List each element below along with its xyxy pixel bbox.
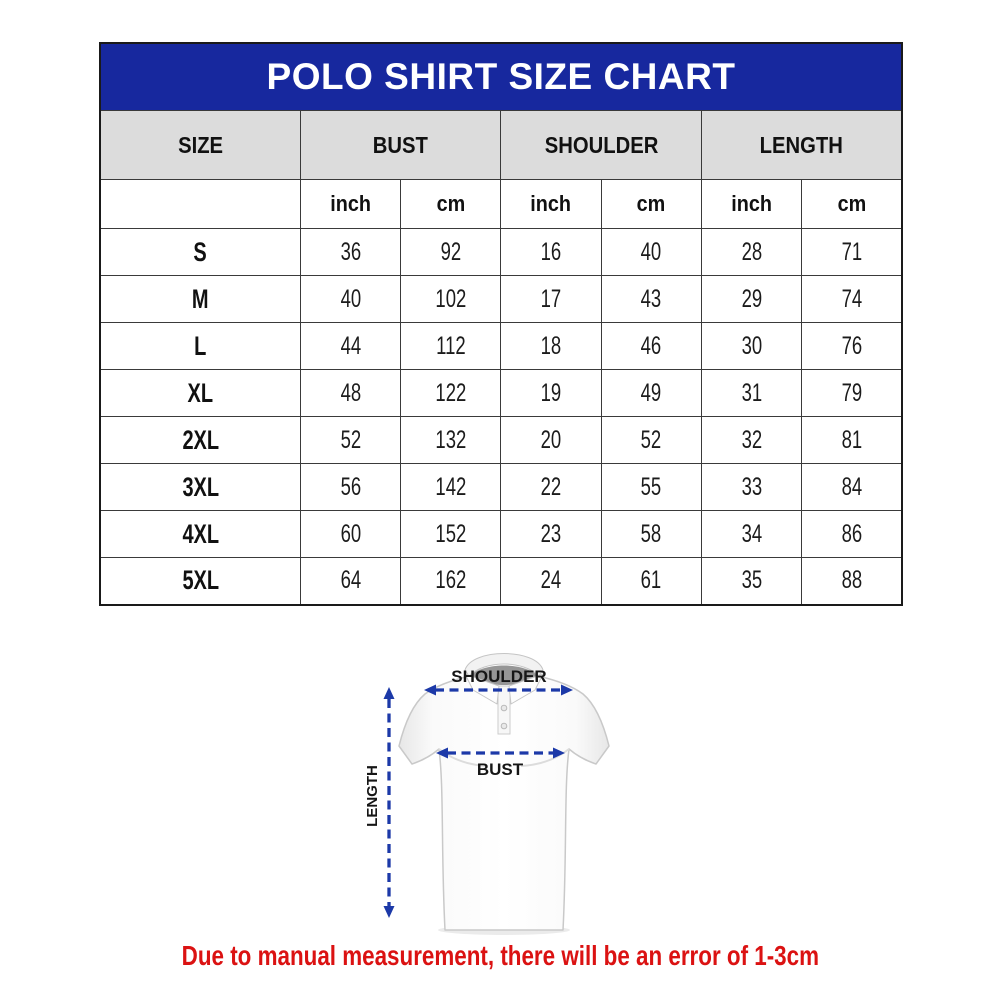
button <box>501 723 507 729</box>
table-row <box>100 276 902 323</box>
table-row <box>100 417 902 464</box>
value-cell: 33 <box>701 464 801 511</box>
unit-header: cm <box>802 180 902 229</box>
value-cell: 64 <box>300 558 400 605</box>
value-cell: 162 <box>401 558 501 605</box>
value-cell: 36 <box>300 229 400 276</box>
value-cell: 28 <box>701 229 801 276</box>
value-cell: 35 <box>701 558 801 605</box>
table-row <box>100 323 902 370</box>
table-row <box>100 464 902 511</box>
unit-header: inch <box>300 180 400 229</box>
table-row <box>100 229 902 276</box>
column-header-bust: BUST <box>300 111 500 180</box>
measurement-diagram <box>365 638 635 938</box>
value-cell: 44 <box>300 323 400 370</box>
value-cell: 40 <box>300 276 400 323</box>
unit-header: inch <box>701 180 801 229</box>
value-cell: 58 <box>601 511 701 558</box>
value-cell: 40 <box>601 229 701 276</box>
value-cell: 76 <box>802 323 902 370</box>
value-cell: 132 <box>401 417 501 464</box>
size-cell: M <box>100 276 300 323</box>
value-cell: 112 <box>401 323 501 370</box>
value-cell: 55 <box>601 464 701 511</box>
value-cell: 122 <box>401 370 501 417</box>
value-cell: 142 <box>401 464 501 511</box>
value-cell: 20 <box>501 417 601 464</box>
value-cell: 52 <box>601 417 701 464</box>
length-label: LENGTH <box>365 765 381 827</box>
value-cell: 56 <box>300 464 400 511</box>
size-cell: XL <box>100 370 300 417</box>
value-cell: 48 <box>300 370 400 417</box>
table-row <box>100 558 902 605</box>
polo-shirt-illustration <box>365 638 635 938</box>
value-cell: 17 <box>501 276 601 323</box>
measurement-disclaimer: Due to manual measurement, there will be an error of 1-3cm <box>181 940 819 971</box>
value-cell: 29 <box>701 276 801 323</box>
value-cell: 102 <box>401 276 501 323</box>
column-group-header-row <box>100 111 902 180</box>
value-cell: 152 <box>401 511 501 558</box>
value-cell: 22 <box>501 464 601 511</box>
unit-header-row <box>100 180 902 229</box>
value-cell: 31 <box>701 370 801 417</box>
size-cell: 4XL <box>100 511 300 558</box>
value-cell: 34 <box>701 511 801 558</box>
unit-empty-cell <box>100 180 300 229</box>
value-cell: 60 <box>300 511 400 558</box>
unit-header: inch <box>501 180 601 229</box>
column-header-length: LENGTH <box>701 111 902 180</box>
unit-header: cm <box>401 180 501 229</box>
size-cell: 3XL <box>100 464 300 511</box>
value-cell: 24 <box>501 558 601 605</box>
shoulder-label: SHOULDER <box>451 667 547 686</box>
length-arrow <box>384 687 395 918</box>
value-cell: 81 <box>802 417 902 464</box>
size-cell: S <box>100 229 300 276</box>
size-chart-table <box>99 42 903 606</box>
size-cell: 2XL <box>100 417 300 464</box>
value-cell: 23 <box>501 511 601 558</box>
value-cell: 49 <box>601 370 701 417</box>
column-header-size: SIZE <box>100 111 300 180</box>
title-row <box>100 43 902 111</box>
value-cell: 74 <box>802 276 902 323</box>
value-cell: 32 <box>701 417 801 464</box>
unit-header: cm <box>601 180 701 229</box>
value-cell: 84 <box>802 464 902 511</box>
value-cell: 46 <box>601 323 701 370</box>
value-cell: 18 <box>501 323 601 370</box>
bust-label: BUST <box>476 760 524 779</box>
value-cell: 92 <box>401 229 501 276</box>
value-cell: 52 <box>300 417 400 464</box>
button <box>501 705 507 711</box>
value-cell: 79 <box>802 370 902 417</box>
value-cell: 86 <box>802 511 902 558</box>
value-cell: 16 <box>501 229 601 276</box>
value-cell: 19 <box>501 370 601 417</box>
value-cell: 61 <box>601 558 701 605</box>
size-cell: L <box>100 323 300 370</box>
table-row <box>100 370 902 417</box>
table-row <box>100 511 902 558</box>
value-cell: 30 <box>701 323 801 370</box>
value-cell: 71 <box>802 229 902 276</box>
size-cell: 5XL <box>100 558 300 605</box>
chart-title: POLO SHIRT SIZE CHART <box>100 43 902 111</box>
column-header-shoulder: SHOULDER <box>501 111 701 180</box>
value-cell: 43 <box>601 276 701 323</box>
value-cell: 88 <box>802 558 902 605</box>
